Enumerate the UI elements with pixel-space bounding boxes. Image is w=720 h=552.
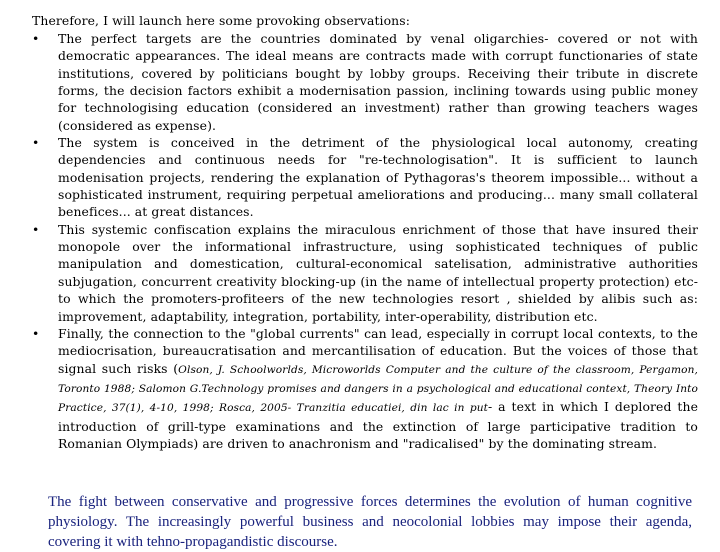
list-item	[32, 134, 698, 221]
list-item	[32, 325, 698, 452]
closing-statement: The fight between conservative and progressive forces determines the evolution of human cognitive physiology. The increasingly powerful business and neocolonial lobbies may impose their agenda, covering it with tehno-propagandistic discourse.	[48, 494, 692, 550]
intro-line: Therefore, I will launch here some provoking observations:	[32, 13, 410, 28]
bullet-icon: •	[32, 325, 40, 341]
bullet-icon: •	[32, 135, 40, 151]
bullet-icon: •	[32, 221, 40, 237]
citation: Olson, J. Schoolworlds, Microworlds Computer and the culture of the classroom, Pergamon, Toronto 1988; Salomon G.Technology promises and dangers in a psychological and educational context, Theory Into Practice, 37(1), 4-10, 1998; Rosca, 2005- Tranzitia educatiei, din lac in put	[58, 363, 698, 415]
observations-list	[32, 30, 698, 452]
list-item-text: This systemic confiscation explains the miraculous enrichment of those that have insured their monopole over the informational infrastructure, using sophisticated techniques of public manipulation and domestication, cultural-economical satelisation, administrative authorities subjugation, concurrent creativity blocking-up (in the name of intellectual property protection) etc- to which the promoters-profiteers of the new technologies resort , shielded by alibis such as: improvement, adaptability, integration, portability, inter-operability, distribution etc.	[58, 221, 698, 324]
list-item-text-before: Finally, the connection to the "global currents" can lead, especially in corrupt local contexts, to the mediocrisation, bureaucratisation and mercantilisation of education. But the voices of those that signal such risks (	[58, 325, 698, 376]
list-item-text-after: - a text in which I deplored the introduction of grill-type examinations and the extinction of large participative tradition to Romanian Olympiads) are driven to anachronism and "radicalised" by the dominating stream.	[58, 399, 699, 451]
list-item	[32, 30, 698, 134]
bullet-icon: •	[32, 31, 40, 46]
document-body	[32, 12, 698, 452]
list-item-text: The system is conceived in the detriment of the physiological local autonomy, creating dependencies and continuous needs for "re-technologisation". It is sufficient to launch modenisation projects, rendering the explanation of Pythagoras's theorem impossible... without a sophisticated instrument, requiring perpetual ameliorations and producing... many small collateral benefices... at great distances.	[58, 135, 698, 220]
list-item	[32, 221, 698, 325]
list-item-text: The perfect targets are the countries dominated by venal oligarchies- covered or not with democratic appearances. The ideal means are contracts made with corrupt functionaries of state institutions, covered by politicians bought by lobby groups. Receiving their tribute in discrete forms, the decision factors exhibit a modernisation passion, inclining towards using public money for technologising education (considered an investment) rather than growing teachers wages (considered as expense).	[58, 31, 698, 133]
